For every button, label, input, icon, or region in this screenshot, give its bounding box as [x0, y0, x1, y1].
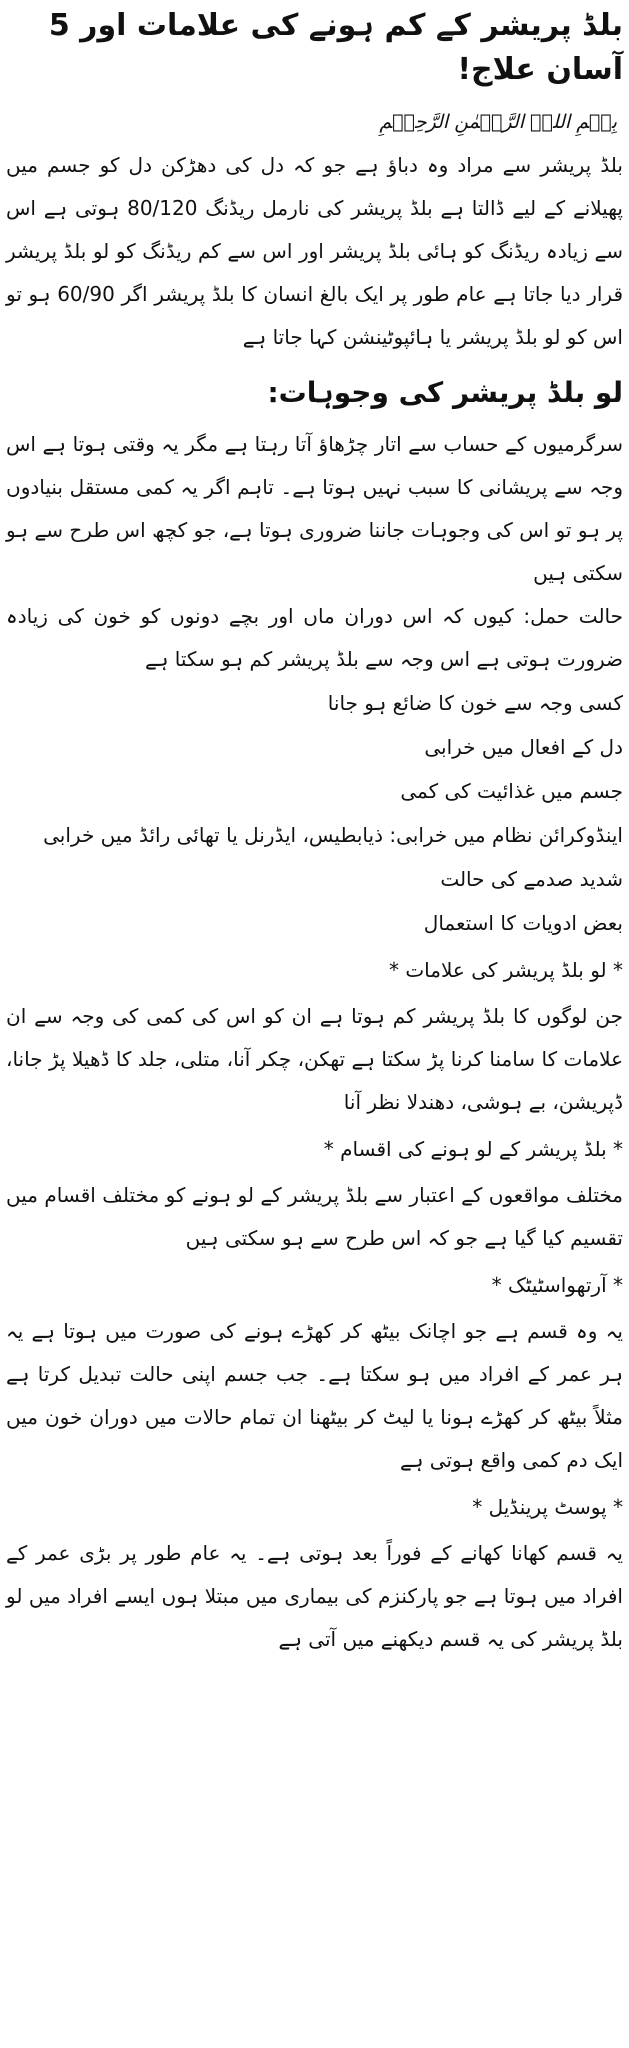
symptoms-paragraph: جن لوگوں کا بلڈ پریشر کم ہوتا ہے ان کو اس کی کمی کی وجہ سے ان علامات کا سامنا کرنا پڑ سکتا ہے تھکن، چکر آنا، متلی، جلد کا ڈھیلا پڑ جانا، ڈپریشن، بے ہوشی، دھندلا نظر آنا: [6, 1004, 623, 1114]
causes-heading: لو بلڈ پریشر کی وجوہات:: [267, 376, 623, 409]
postprandial-paragraph: یہ قسم کھانا کھانے کے فوراً بعد ہوتی ہے۔ یہ عام طور پر بڑی عمر کے افراد میں ہوتا ہے جو پارکنزم کی بیماری میں مبتلا ہوں ایسے افراد میں لو بلڈ پریشر کی یہ قسم دیکھنے میں آتی ہے: [6, 1541, 623, 1651]
cause-item: حالت حمل: کیوں کہ اس دوران ماں اور بچے دونوں کو خون کی زیادہ ضرورت ہوتی ہے اس وجہ سے بلڈ پریشر کم ہو سکتا ہے: [6, 604, 623, 671]
cause-item: کسی وجہ سے خون کا ضائع ہو جانا: [327, 691, 623, 715]
cause-item: جسم میں غذائیت کی کمی: [400, 779, 623, 803]
bismillah: بِسۡمِ اللہِ الرَّحۡمٰنِ الرَّحِیۡمِ: [379, 111, 617, 133]
article: [6, 0, 623, 1661]
cause-item: بعض ادویات کا استعمال: [423, 911, 623, 935]
orthostatic-heading: * آرتھواسٹیٹک *: [491, 1273, 623, 1297]
cause-item: شدید صدمے کی حالت: [440, 867, 623, 891]
types-paragraph: مختلف مواقعوں کے اعتبار سے بلڈ پریشر کے لو ہونے کو مختلف اقسام میں تقسیم کیا گیا ہے جو کہ اس طرح سے ہو سکتی ہیں: [6, 1183, 623, 1250]
cause-item: اینڈوکرائن نظام میں خرابی: ذیابطیس، ایڈرنل یا تھائی رائڈ میں خرابی: [43, 823, 623, 847]
article-title: بلڈ پریشر کے کم ہونے کی علامات اور 5 آسان علاج!: [48, 8, 623, 87]
intro-paragraph: بلڈ پریشر سے مراد وہ دباؤ ہے جو کہ دل کی دھڑکن دل کو جسم میں پھیلانے کے لیے ڈالتا ہے بلڈ پریشر کی نارمل ریڈنگ 80/120 ہوتی ہے اس سے زیادہ ریڈنگ کو ہائی بلڈ پریشر اور اس سے کم ریڈنگ کو لو بلڈ پریشر قرار دیا جاتا ہے عام طور پر ایک بالغ انسان کا بلڈ پریشر اگر 60/90 ہو تو اس کو لو بلڈ پریشر یا ہائپوٹینشن کہا جاتا ہے: [6, 153, 624, 349]
postprandial-heading: * پوسٹ پرینڈیل *: [472, 1495, 623, 1519]
types-heading: * بلڈ پریشر کے لو ہونے کی اقسام *: [323, 1137, 623, 1161]
orthostatic-paragraph: یہ وہ قسم ہے جو اچانک بیٹھ کر کھڑے ہونے کی صورت میں ہوتا ہے یہ ہر عمر کے افراد میں ہو سکتا ہے۔ جب جسم اپنی حالت تبدیل کرتا ہے مثلاً بیٹھ کر کھڑے ہونا یا لیٹ کر بیٹھنا ان تمام حالات میں دوران خون میں ایک دم کمی واقع ہوتی ہے: [6, 1319, 623, 1472]
symptoms-heading: * لو بلڈ پریشر کی علامات *: [389, 958, 623, 982]
cause-item: دل کے افعال میں خرابی: [424, 735, 623, 759]
causes-intro-paragraph: سرگرمیوں کے حساب سے اتار چڑھاؤ آتا رہتا ہے مگر یہ وقتی ہوتا ہے اس وجہ سے پریشانی کا سبب نہیں ہوتا ہے۔ تاہم اگر یہ کمی مستقل بنیادوں پر ہو تو اس کی وجوہات جاننا ضروری ہوتا ہے، جو کچھ اس طرح سے ہو سکتی ہیں: [6, 432, 623, 585]
